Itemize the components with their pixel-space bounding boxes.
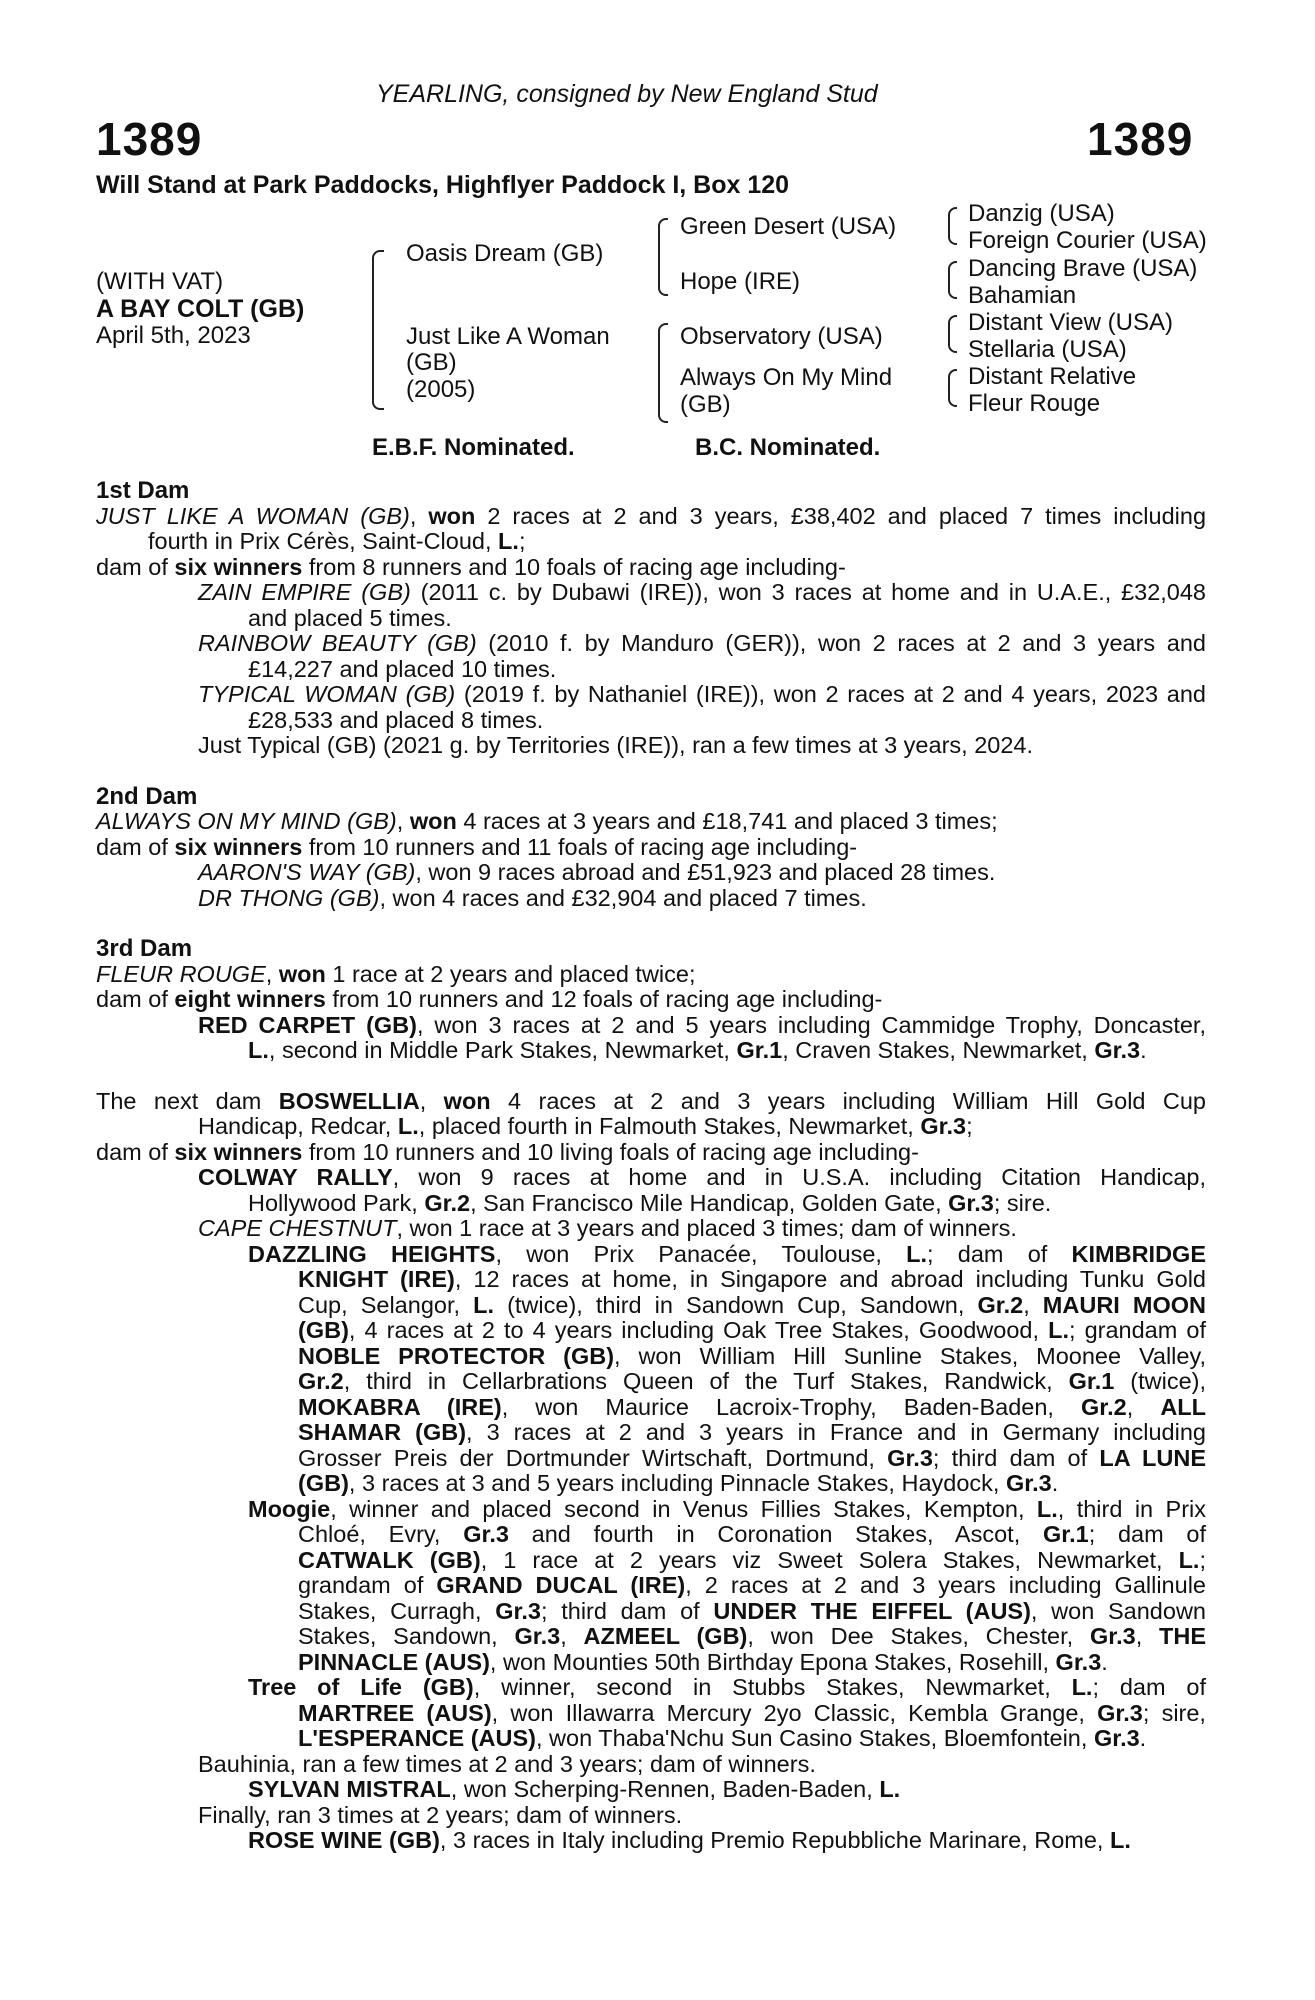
sire-dam: Hope (IRE) <box>680 268 801 295</box>
paragraph-line: Gr.2, third in Cellarbrations Queen of the Turf Stakes, Randwick, Gr.1 (twice), <box>298 1368 1207 1394</box>
paragraph-line: Cup, Selangor, L. (twice), third in Sandown Cup, Sandown, Gr.2, MAURI MOON <box>298 1291 1206 1318</box>
paragraph-line: CAPE CHESTNUT, won 1 race at 3 years and placed 3 times; dam of winners. <box>198 1215 1017 1241</box>
dsd: Stellaria (USA) <box>968 336 1127 363</box>
paragraph-line: Handicap, Redcar, L., placed fourth in Falmouth Stakes, Newmarket, Gr.3; <box>198 1113 973 1139</box>
paragraph-line: PINNACLE (AUS), won Mounties 50th Birthday Epona Stakes, Rosehill, Gr.3. <box>298 1648 1108 1675</box>
sire: Oasis Dream (GB) <box>406 240 604 267</box>
paragraph-line: MOKABRA (IRE), won Maurice Lacroix-Trophy, Baden-Baden, Gr.2, ALL <box>298 1393 1206 1420</box>
paragraph-line: SHAMAR (GB), 3 races at 2 and 3 years in France and in Germany including <box>298 1419 1206 1445</box>
brace-dam-parents <box>658 323 668 423</box>
ebf-nominated: E.B.F. Nominated. <box>372 434 575 461</box>
paragraph-line: L'ESPERANCE (AUS), won Thaba'Nchu Sun Casino Stakes, Bloemfontein, Gr.3. <box>298 1725 1147 1751</box>
paragraph-line: TYPICAL WOMAN (GB) (2019 f. by Nathaniel (IRE)), won 2 races at 2 and 4 years, 2023 and <box>198 681 1206 707</box>
paragraph-line: L., second in Middle Park Stakes, Newmarket, Gr.1, Craven Stakes, Newmarket, Gr.3. <box>248 1037 1147 1063</box>
ddd: Fleur Rouge <box>968 390 1101 417</box>
paragraph-line: Chloé, Evry, Gr.3 and fourth in Coronation Stakes, Ascot, Gr.1; dam of <box>298 1521 1207 1547</box>
catalogue-body <box>96 478 1206 1854</box>
consignment-line: YEARLING, consigned by New England Stud <box>376 80 878 108</box>
paragraph-line: dam of six winners from 10 runners and 11 foals of racing age including- <box>96 833 858 860</box>
brace-sire-parents <box>658 218 668 296</box>
sdd: Bahamian <box>968 282 1077 309</box>
paragraph-line: Finally, ran 3 times at 2 years; dam of winners. <box>198 1801 683 1828</box>
paragraph-line: DAZZLING HEIGHTS, won Prix Panacée, Toulouse, L.; dam of KIMBRIDGE <box>248 1240 1207 1267</box>
lot-number-left: 1389 <box>96 113 203 165</box>
lot-number-right: 1389 <box>1087 113 1194 165</box>
vat-note: (WITH VAT) <box>96 268 224 295</box>
first-dam-heading: 1st Dam <box>96 477 190 504</box>
paragraph-line: MARTREE (AUS), won Illawarra Mercury 2yo Classic, Kembla Grange, Gr.3; sire, <box>298 1699 1206 1726</box>
dam-dam-line-1: Always On My Mind <box>680 364 893 391</box>
paragraph-line: Grosser Preis der Dortmunder Wirtschaft, Dortmund, Gr.3; third dam of LA LUNE <box>298 1444 1206 1471</box>
foaling-date: April 5th, 2023 <box>96 322 251 349</box>
brace-gen3-3 <box>948 315 957 353</box>
paragraph-line: and placed 5 times. <box>248 604 452 631</box>
sss: Danzig (USA) <box>968 200 1115 227</box>
dam-sire: Observatory (USA) <box>680 323 883 350</box>
paragraph-line: AARON'S WAY (GB), won 9 races abroad and £51,923 and placed 28 times. <box>198 859 996 885</box>
paragraph-line: COLWAY RALLY, won 9 races at home and in U.S.A. including Citation Handicap, <box>198 1164 1206 1190</box>
paragraph-line: RAINBOW BEAUTY (GB) (2010 f. by Manduro (GER)), won 2 races at 2 and 3 years and <box>198 630 1206 656</box>
paragraph-line: Bauhinia, ran a few times at 2 and 3 years; dam of winners. <box>198 1750 816 1777</box>
paragraph-line: ROSE WINE (GB), 3 races in Italy including Premio Repubbliche Marinare, Rome, L. <box>248 1827 1131 1853</box>
paragraph-line: CATWALK (GB), 1 race at 2 years viz Sweet Solera Stakes, Newmarket, L.; <box>298 1546 1206 1573</box>
paragraph-line: KNIGHT (IRE), 12 races at home, in Singapore and abroad including Tunku Gold <box>298 1266 1206 1292</box>
paragraph-line: dam of eight winners from 10 runners and 12 foals of racing age including- <box>96 986 883 1012</box>
brace-gen3-2 <box>948 261 957 299</box>
dam-dam-line-2: (GB) <box>680 391 731 418</box>
paragraph-line: The next dam BOSWELLIA, won 4 races at 2 and 3 years including William Hill Gold Cup <box>96 1087 1206 1114</box>
paragraph-line: dam of six winners from 8 runners and 10 foals of racing age including- <box>96 553 846 580</box>
paragraph-line: Just Typical (GB) (2021 g. by Territories (IRE)), ran a few times at 3 years, 2024. <box>198 732 1034 758</box>
stand-location: Will Stand at Park Paddocks, Highflyer Paddock I, Box 120 <box>96 171 790 199</box>
paragraph-line: Tree of Life (GB), winner, second in Stubbs Stakes, Newmarket, L.; dam of <box>248 1674 1206 1700</box>
sire-sire: Green Desert (USA) <box>680 213 897 240</box>
dds: Distant Relative <box>968 363 1137 390</box>
paragraph-line: JUST LIKE A WOMAN (GB), won 2 races at 2 and 3 years, £38,402 and placed 7 times including <box>96 502 1207 529</box>
paragraph-line: Stakes, Sandown, Gr.3, AZMEEL (GB), won Dee Stakes, Chester, Gr.3, THE <box>298 1623 1206 1649</box>
dss: Distant View (USA) <box>968 309 1173 336</box>
dam-line-2: (GB) <box>406 349 457 376</box>
paragraph-line: Moogie, winner and placed second in Venus Fillies Stakes, Kempton, L., third in Prix <box>248 1495 1206 1522</box>
paragraph-line: (GB), 4 races at 2 to 4 years including Oak Tree Stakes, Goodwood, L.; grandam of <box>298 1317 1206 1343</box>
paragraph-line: SYLVAN MISTRAL, won Scherping-Rennen, Baden-Baden, L. <box>248 1776 901 1802</box>
paragraph-line: DR THONG (GB), won 4 races and £32,904 and placed 7 times. <box>198 884 867 911</box>
paragraph-line: ZAIN EMPIRE (GB) (2011 c. by Dubawi (IRE)), won 3 races at home and in U.A.E., £32,048 <box>198 579 1206 605</box>
paragraph-line: NOBLE PROTECTOR (GB), won William Hill Sunline Stakes, Moonee Valley, <box>298 1342 1206 1369</box>
third-dam-heading: 3rd Dam <box>96 935 193 962</box>
brace-gen3-1 <box>948 207 957 245</box>
horse-name: A BAY COLT (GB) <box>96 295 305 323</box>
brace-generation-1 <box>372 250 384 410</box>
paragraph-line: (GB), 3 races at 3 and 5 years including Pinnacle Stakes, Haydock, Gr.3. <box>298 1470 1059 1496</box>
ssd: Foreign Courier (USA) <box>968 227 1207 254</box>
paragraph-line: RED CARPET (GB), won 3 races at 2 and 5 years including Cammidge Trophy, Doncaster, <box>198 1011 1206 1038</box>
bc-nominated: B.C. Nominated. <box>695 434 881 461</box>
paragraph-line: ALWAYS ON MY MIND (GB), won 4 races at 3 years and £18,741 and placed 3 times; <box>96 808 998 834</box>
second-dam-heading: 2nd Dam <box>96 782 198 810</box>
brace-gen3-4 <box>948 369 957 407</box>
dam-line-1: Just Like A Woman <box>406 323 610 350</box>
dam-line-3: (2005) <box>406 376 476 403</box>
paragraph-line: FLEUR ROUGE, won 1 race at 2 years and placed twice; <box>96 960 696 987</box>
paragraph-line: dam of six winners from 10 runners and 10 living foals of racing age including- <box>96 1138 919 1165</box>
paragraph-line: fourth in Prix Cérès, Saint-Cloud, L.; <box>148 528 526 554</box>
paragraph-line: Stakes, Curragh, Gr.3; third dam of UNDER THE EIFFEL (AUS), won Sandown <box>298 1597 1206 1624</box>
paragraph-line: £14,227 and placed 10 times. <box>248 655 557 682</box>
paragraph-line: Hollywood Park, Gr.2, San Francisco Mile Handicap, Golden Gate, Gr.3; sire. <box>248 1189 1052 1216</box>
paragraph-line: grandam of GRAND DUCAL (IRE), 2 races at 2 and 3 years including Gallinule <box>298 1572 1206 1598</box>
paragraph-line: £28,533 and placed 8 times. <box>248 706 544 733</box>
sds: Dancing Brave (USA) <box>968 255 1198 282</box>
